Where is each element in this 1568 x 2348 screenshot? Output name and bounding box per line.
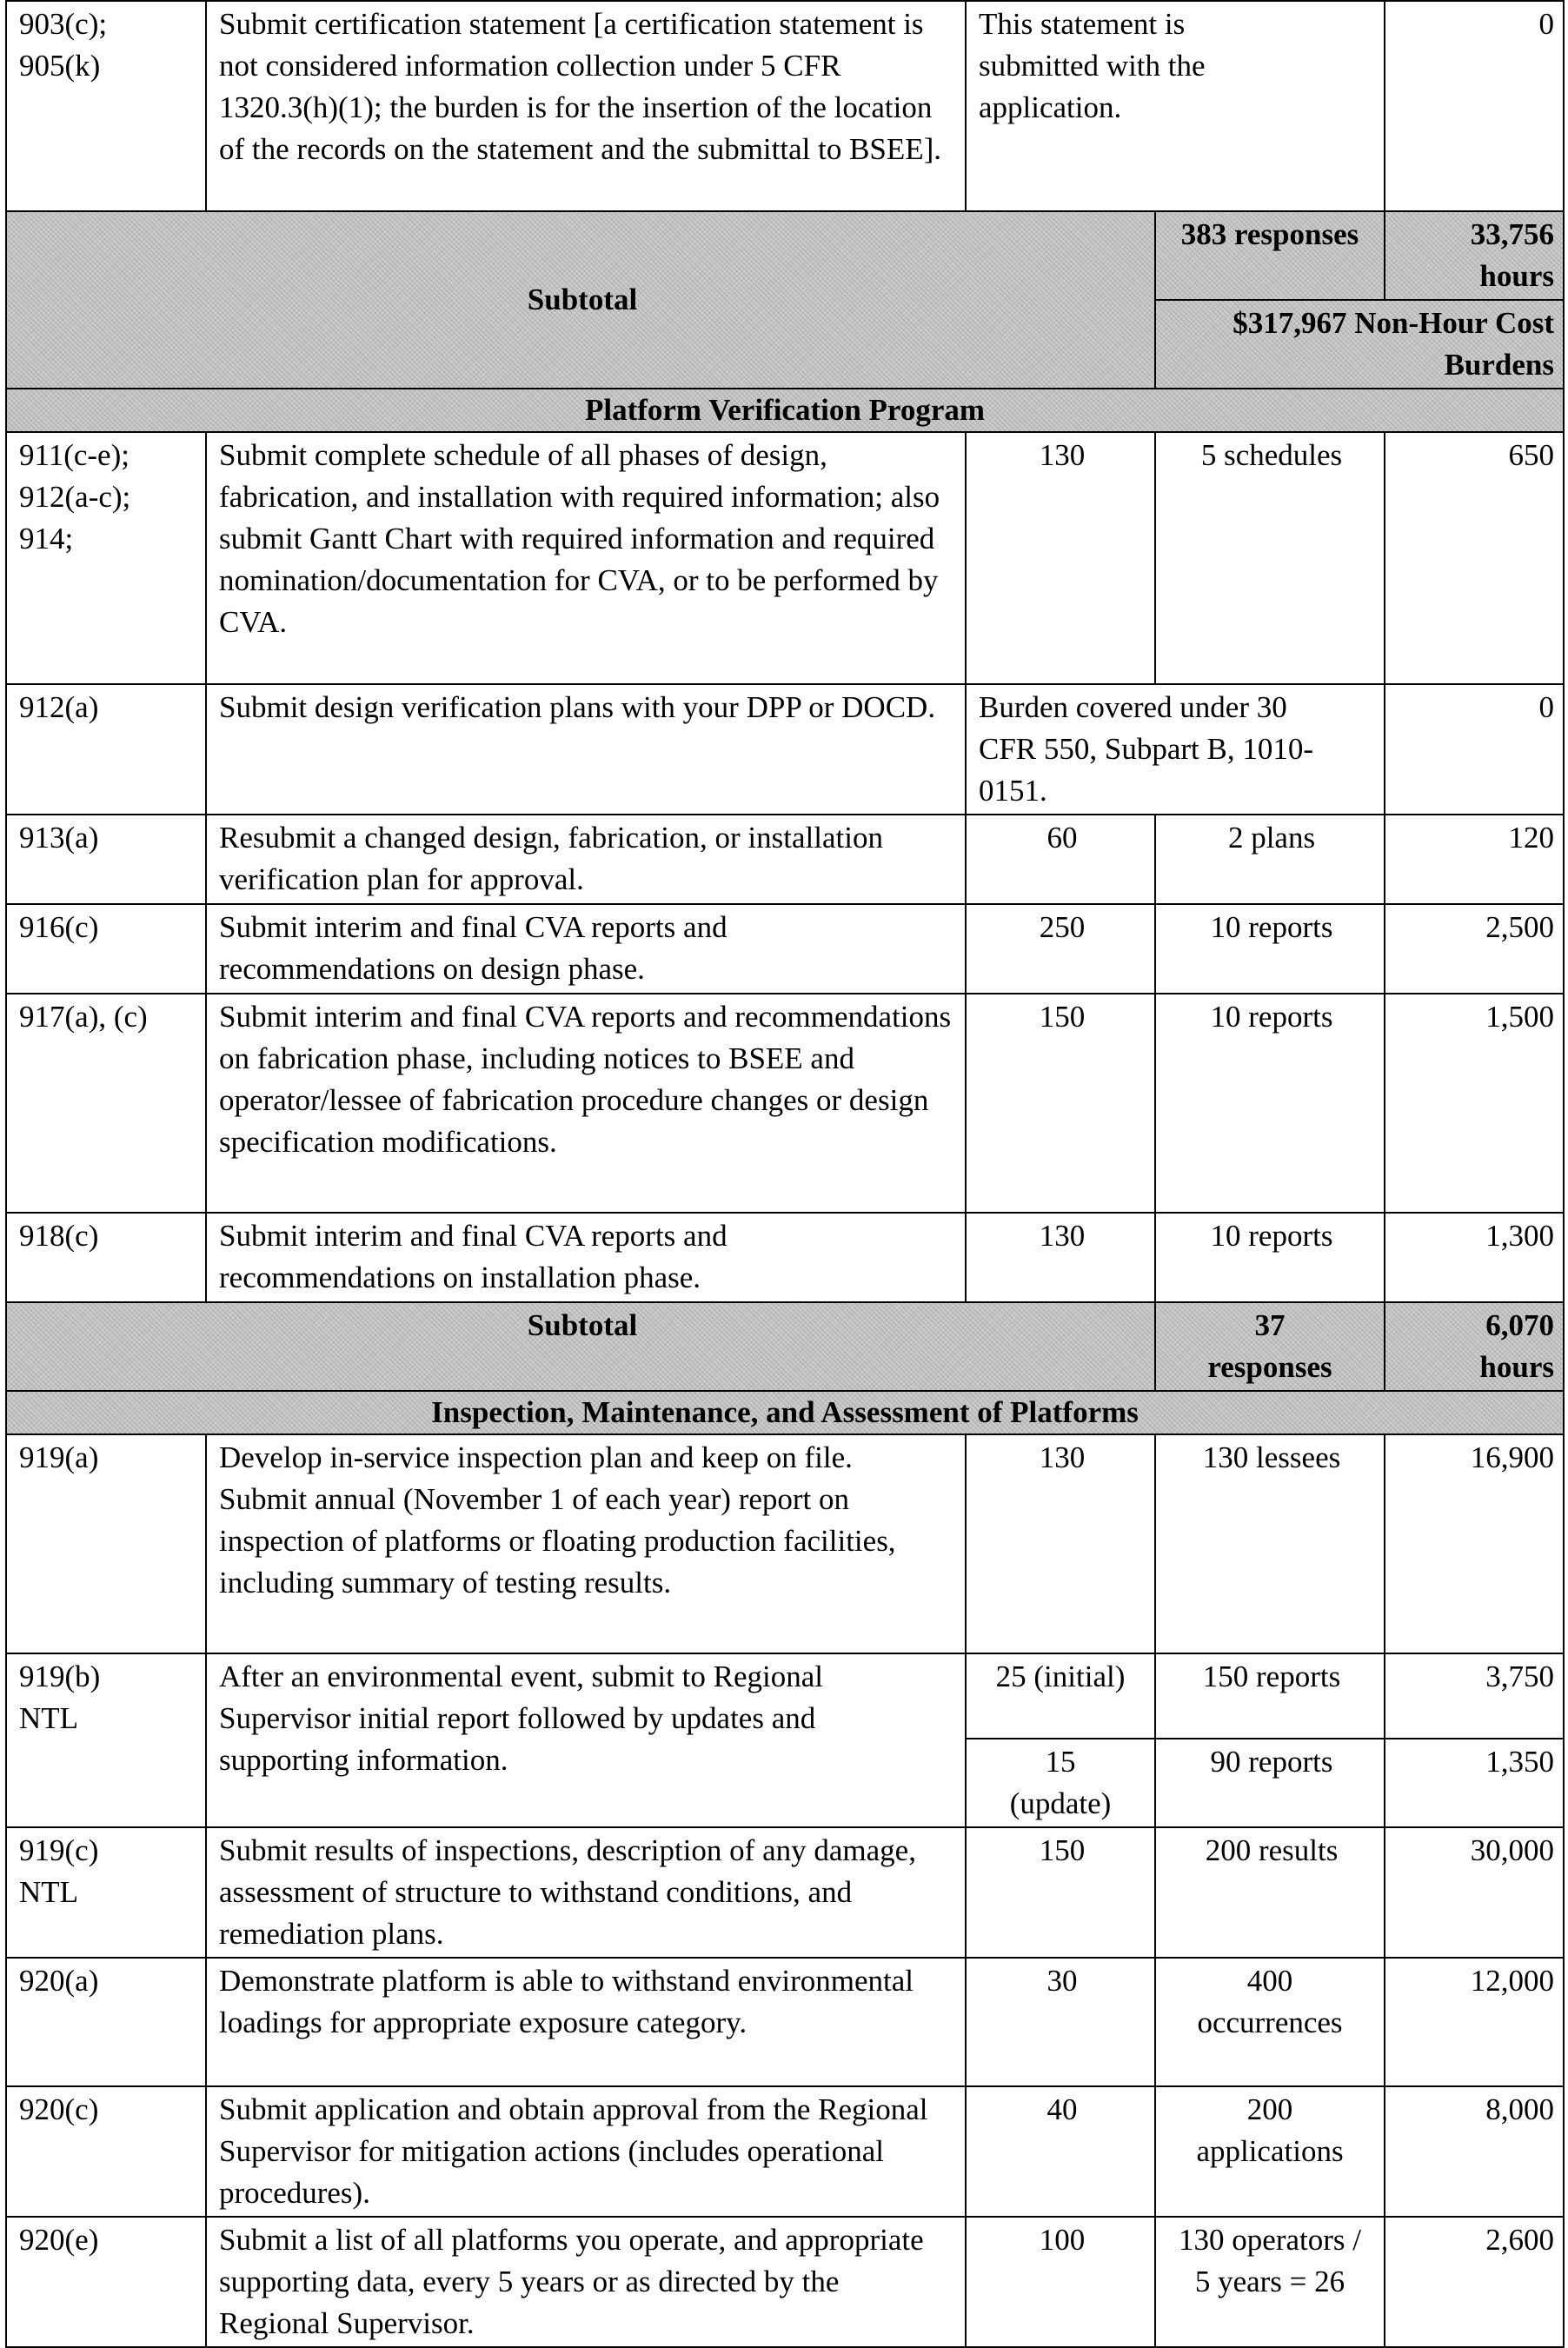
- responses-cell: 200 results: [1155, 1827, 1385, 1958]
- requirement-cell: Demonstrate platform is able to withstand environmental loadings for appropriate exposure category.: [206, 1958, 966, 2086]
- table-row: [6, 1653, 1564, 1739]
- hour-burden-cell: 150: [966, 994, 1155, 1213]
- subtotal-hours: 33,756 hours: [1385, 211, 1564, 300]
- citation-cell: 919(b) NTL: [6, 1653, 206, 1827]
- requirement-cell: Submit application and obtain approval from the Regional Supervisor for mitigation actions (includes operational procedures).: [206, 2086, 966, 2217]
- requirement-cell: Submit results of inspections, description of any damage, assessment of structure to withstand conditions, and remediation plans.: [206, 1827, 966, 1958]
- citation-cell: 919(a): [6, 1434, 206, 1653]
- subtotal-row: [6, 211, 1564, 300]
- requirement-cell: Resubmit a changed design, fabrication, or installation verification plan for approval.: [206, 815, 966, 904]
- subtotal-responses: 37 responses: [1155, 1302, 1385, 1391]
- subtotal-label: Subtotal: [6, 1302, 1155, 1391]
- table-row: [6, 2086, 1564, 2217]
- hour-burden-cell: 130: [966, 1213, 1155, 1302]
- table-row: [6, 1434, 1564, 1653]
- table-row: [6, 1958, 1564, 2086]
- annual-hours-cell: 30,000: [1385, 1827, 1564, 1958]
- hour-burden-cell: 25 (initial): [966, 1653, 1155, 1739]
- citation-cell: 912(a): [6, 684, 206, 815]
- responses-cell: 10 reports: [1155, 1213, 1385, 1302]
- requirement-cell: Submit interim and final CVA reports and recommendations on fabrication phase, including notices to BSEE and operator/lessee of fabrication procedure changes or design specification modifications.: [206, 994, 966, 1213]
- burden-table: [5, 0, 1565, 2348]
- hour-burden-cell: 60: [966, 815, 1155, 904]
- annual-hours-cell: 120: [1385, 815, 1564, 904]
- requirement-cell: Submit interim and final CVA reports and recommendations on installation phase.: [206, 1213, 966, 1302]
- hour-burden-cell: 130: [966, 432, 1155, 684]
- requirement-cell: Submit design verification plans with your DPP or DOCD.: [206, 684, 966, 815]
- annual-hours-cell: 1,300: [1385, 1213, 1564, 1302]
- requirement-cell: Submit interim and final CVA reports and recommendations on design phase.: [206, 904, 966, 994]
- table-row: [6, 904, 1564, 994]
- annual-hours-cell: 1,350: [1385, 1739, 1564, 1827]
- annual-hours-cell: 8,000: [1385, 2086, 1564, 2217]
- table-row: [6, 432, 1564, 684]
- annual-hours-cell: 12,000: [1385, 1958, 1564, 2086]
- subtotal-non-hour-cost: $317,967 Non-Hour Cost Burdens: [1155, 300, 1564, 389]
- annual-hours-cell: 1,500: [1385, 994, 1564, 1213]
- requirement-cell: Develop in-service inspection plan and keep on file. Submit annual (November 1 of each year) report on inspection of platforms or floating production facilities, including summary of testing results.: [206, 1434, 966, 1653]
- burden-note-cell: Burden covered under 30 CFR 550, Subpart B, 1010-0151.: [966, 684, 1385, 815]
- hour-burden-cell: 150: [966, 1827, 1155, 1958]
- hour-burden-cell: 30: [966, 1958, 1155, 2086]
- requirement-cell: Submit a list of all platforms you operate, and appropriate supporting data, every 5 years or as directed by the Regional Supervisor.: [206, 2217, 966, 2347]
- citation-cell: 913(a): [6, 815, 206, 904]
- table-row: [6, 684, 1564, 815]
- citation-cell: 919(c) NTL: [6, 1827, 206, 1958]
- subtotal-row: [6, 1302, 1564, 1391]
- table-row: [6, 1, 1564, 211]
- section-title-platform-verification: Platform Verification Program: [6, 389, 1564, 432]
- subtotal-label: Subtotal: [6, 211, 1155, 389]
- section-title-inspection-maintenance: Inspection, Maintenance, and Assessment of Platforms: [6, 1391, 1564, 1434]
- citation-cell: 918(c): [6, 1213, 206, 1302]
- responses-cell: 2 plans: [1155, 815, 1385, 904]
- section-row: [6, 1391, 1564, 1434]
- requirement-cell: After an environmental event, submit to Regional Supervisor initial report followed by updates and supporting information.: [206, 1653, 966, 1827]
- table-row: [6, 1213, 1564, 1302]
- hour-burden-cell: 40: [966, 2086, 1155, 2217]
- citation-cell: 911(c-e); 912(a-c); 914;: [6, 432, 206, 684]
- subtotal-responses: 383 responses: [1155, 211, 1385, 300]
- requirement-cell: Submit certification statement [a certification statement is not considered information collection under 5 CFR 1320.3(h)(1); the burden is for the insertion of the location of the records on the statement and the submittal to BSEE].: [206, 1, 966, 211]
- hour-burden-cell: 130: [966, 1434, 1155, 1653]
- annual-hours-cell: 0: [1385, 684, 1564, 815]
- table-row: [6, 1827, 1564, 1958]
- citation-cell: 917(a), (c): [6, 994, 206, 1213]
- responses-cell: 130 lessees: [1155, 1434, 1385, 1653]
- annual-hours-cell: 3,750: [1385, 1653, 1564, 1739]
- table-row: [6, 815, 1564, 904]
- hour-burden-cell: 250: [966, 904, 1155, 994]
- annual-hours-cell: 650: [1385, 432, 1564, 684]
- annual-hours-cell: 2,600: [1385, 2217, 1564, 2347]
- citation-cell: 916(c): [6, 904, 206, 994]
- hour-burden-cell: 100: [966, 2217, 1155, 2347]
- requirement-cell: Submit complete schedule of all phases of design, fabrication, and installation with required information; also submit Gantt Chart with required information and required nomination/documentation for CVA, or to be performed by CVA.: [206, 432, 966, 684]
- responses-cell: 10 reports: [1155, 994, 1385, 1213]
- burden-note-cell: This statement is submitted with the application.: [966, 1, 1385, 211]
- subtotal-hours: 6,070 hours: [1385, 1302, 1564, 1391]
- annual-hours-cell: 0: [1385, 1, 1564, 211]
- responses-cell: 400 occurrences: [1155, 1958, 1385, 2086]
- responses-cell: 200 applications: [1155, 2086, 1385, 2217]
- citation-cell: 920(c): [6, 2086, 206, 2217]
- responses-cell: 150 reports: [1155, 1653, 1385, 1739]
- responses-cell: 10 reports: [1155, 904, 1385, 994]
- responses-cell: 90 reports: [1155, 1739, 1385, 1827]
- annual-hours-cell: 2,500: [1385, 904, 1564, 994]
- annual-hours-cell: 16,900: [1385, 1434, 1564, 1653]
- responses-cell: 5 schedules: [1155, 432, 1385, 684]
- table-row: [6, 2217, 1564, 2347]
- hour-burden-cell: 15 (update): [966, 1739, 1155, 1827]
- section-row: [6, 389, 1564, 432]
- citation-cell: 920(a): [6, 1958, 206, 2086]
- table-row: [6, 994, 1564, 1213]
- responses-cell: 130 operators / 5 years = 26: [1155, 2217, 1385, 2347]
- citation-cell: 920(e): [6, 2217, 206, 2347]
- citation-cell: 903(c); 905(k): [6, 1, 206, 211]
